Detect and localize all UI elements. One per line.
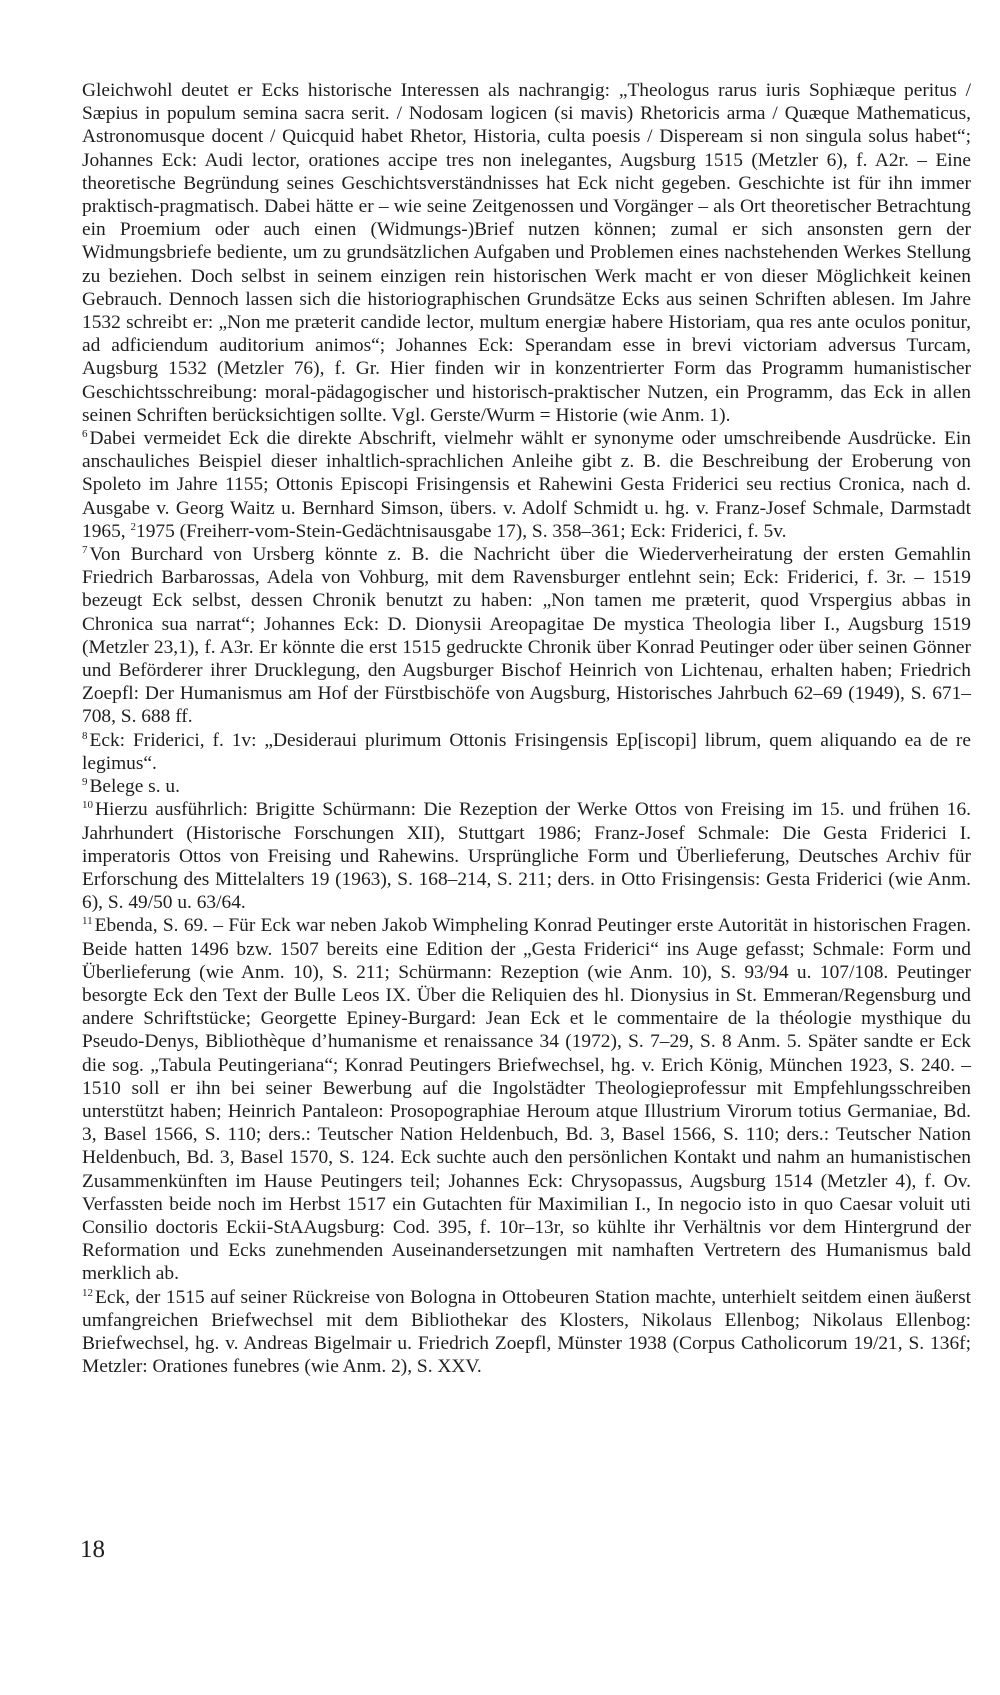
footnote-continuation bbox=[82, 79, 971, 427]
footnote-text: Belege s. u. bbox=[89, 776, 180, 798]
footnote-8 bbox=[82, 729, 971, 775]
footnote-12 bbox=[82, 1286, 971, 1379]
footnote-text: Hierzu ausführlich: Brigitte Schürmann: Die Rezeption der Werke Ottos von Freising im 15. und frühen 16. Jahrhundert (Historische Forschungen XII), Stuttgart 1986; Franz-Josef Schmale: Die Gesta Friderici I. imperatoris Ottos von Freising und Rahewins. Ursprüngliche Form und Überlieferung, Deutsches Archiv für Erforschung des Mittelalters 19 (1963), S. 168–214, S. 211; ders. in Otto Frisingensis: Gesta Friderici (wie Anm. 6), S. 49/50 u. 63/64. bbox=[82, 799, 971, 914]
footnote-text: Ebenda, S. 69. – Für Eck war neben Jakob Wimpheling Konrad Peutinger erste Autorität in historischen Fragen. Beide hatten 1496 bzw. 1507 bereits eine Edition der „Gesta Friderici“ ins Auge gefasst; Schmale: Form und Überlieferung (wie Anm. 10), S. 211; Schürmann: Rezeption (wie Anm. 10), S. 93/94 u. 107/108. Peutinger besorgte Eck den Text der Bulle Leos IX. Über die Reliquien des hl. Dionysius in St. Emmeran/Regensburg und andere Schriftstücke; Georgette Epiney-Burgard: Jean Eck et le commentaire de la théologie mysthique du Pseudo-Denys, Bibliothèque d’humanisme et renaissance 34 (1972), S. 7–29, S. 8 Anm. 5. Später sandte er Eck die sog. „Tabula Peutingeriana“; Konrad Peutingers Briefwechsel, hg. v. Erich König, München 1923, S. 240. – 1510 soll er ihn bei seiner Bewerbung auf die Ingolstädter Theologieprofessur mit Empfehlungsschreiben unterstützt haben; Heinrich Pantaleon: Prosopographiae Heroum atque Illustrium Virorum totius Germaniae, Bd. 3, Basel 1566, S. 110; ders.: Teutscher Nation Heldenbuch, Bd. 3, Basel 1566, S. 110; ders.: Teutscher Nation Heldenbuch, Bd. 3, Basel 1570, S. 124. Eck suchte auch den persönlichen Kontakt und nahm an humanistischen Zusammenkünften im Hause Peutingers teil; Johannes Eck: Chrysopassus, Augsburg 1514 (Metzler 4), f. Ov. Verfassten beide noch im Herbst 1517 ein Gutachten für Maximilian I., In negocio isto in quo Caesar voluit uti Consilio doctoris Eckii-StAAugsburg: Cod. 395, f. 10r–13r, so kühlte ihr Verhältnis vor dem Hintergrund der Reformation und Ecks zunehmenden Auseinandersetzungen mit namhaften Vertretern des Humanismus bald merklich ab. bbox=[82, 915, 971, 1285]
footnote-9 bbox=[82, 775, 971, 798]
footnote-number: 10 bbox=[82, 799, 93, 812]
footnote-10 bbox=[82, 798, 971, 914]
footnote-text: Eck: Friderici, f. 1v: „Desideraui plurimum Ottonis Frisingensis Ep[iscopi] librum, quem aliquando ea de re legimus“. bbox=[82, 729, 971, 774]
footnote-area bbox=[82, 79, 971, 1378]
footnote-6 bbox=[82, 427, 971, 543]
footnote-number: 6 bbox=[82, 428, 88, 441]
edition-superscript: 2 bbox=[130, 520, 136, 533]
footnote-number: 11 bbox=[82, 915, 93, 928]
footnote-7 bbox=[82, 543, 971, 729]
footnote-text-continued: 1975 (Freiherr-vom-Stein-Gedächtnisausgabe 17), S. 358–361; Eck: Friderici, f. 5v. bbox=[136, 520, 787, 542]
footnote-number: 8 bbox=[82, 729, 88, 742]
footnote-text: Gleichwohl deutet er Ecks historische Interessen als nachrangig: „Theologus rarus iuris Sophiæque peritus / Sæpius in populum semina sacra serit. / Nodosam logicen (si mavis) Rhetoricis arma / Quæque Mathematicus, Astronomusque docent / Quicquid habet Rhetor, Historia, culta poesis / Dispeream si non singula solus habet“; Johannes Eck: Audi lector, orationes accipe tres non inelegantes, Augsburg 1515 (Metzler 6), f. A2r. – Eine theoretische Begründung seines Geschichtsverständnisses hat Eck nicht gegeben. Geschichte ist für ihn immer praktisch-pragmatisch. Dabei hätte er – wie seine Zeitgenossen und Vorgänger – als Ort theoretischer Betrachtung ein Proemium oder auch einen (Widmungs-)Brief nutzen können; zumal er sich ansonsten gern der Widmungsbriefe bediente, um zu grundsätzlichen Aufgaben und Problemen eines nachstehenden Werkes Stellung zu beziehen. Doch selbst in seinem einzigen rein historischen Werk macht er von dieser Möglichkeit keinen Gebrauch. Dennoch lassen sich die historiographischen Grundsätze Ecks aus seinen Schriften ablesen. Im Jahre 1532 schreibt er: „Non me præterit candide lector, multum energiæ habere Historiam, qua res ante oculos ponitur, ad adficiendum auditorium animos“; Johannes Eck: Sperandam esse in brevi victoriam adversus Turcam, Augsburg 1532 (Metzler 76), f. Gr. Hier finden wir in konzentrierter Form das Programm humanistischer Geschichtsschreibung: moral-pädagogischer und historisch-praktischer Nutzen, ein Programm, das Eck in allen seinen Schriften berücksichtigen sollte. Vgl. Gerste/Wurm = Historie (wie Anm. 1). bbox=[82, 80, 971, 426]
footnote-number: 12 bbox=[82, 1286, 93, 1299]
footnote-text: Eck, der 1515 auf seiner Rückreise von Bologna in Ottobeuren Station machte, unterhielt seitdem einen äußerst umfangreichen Briefwechsel mit dem Bibliothekar des Klosters, Nikolaus Ellenbog; Nikolaus Ellenbog: Briefwechsel, hg. v. Andreas Bigelmair u. Friedrich Zoepfl, Münster 1938 (Corpus Catholicorum 19/21, S. 136f; Metzler: Orationes funebres (wie Anm. 2), S. XXV. bbox=[82, 1286, 971, 1378]
footnote-number: 9 bbox=[82, 776, 88, 789]
footnote-number: 7 bbox=[82, 544, 88, 557]
footnote-11 bbox=[82, 914, 971, 1285]
footnote-text: Dabei vermeidet Eck die direkte Abschrift, vielmehr wählt er synonyme oder umschreibende Ausdrücke. Ein anschauliches Beispiel dieser inhaltlich-sprachlichen Anleihe gibt z. B. die Beschreibung der Eroberung von Spoleto im Jahre 1155; Ottonis Episcopi Frisingensis et Rahewini Gesta Friderici seu rectius Cronica, nach d. Ausgabe v. Georg Waitz u. Bernhard Simson, übers. v. Adolf Schmidt u. hg. v. Franz-Josef Schmale, Darmstadt 1965, bbox=[82, 428, 971, 542]
page-number: 18 bbox=[80, 1536, 105, 1563]
footnote-text: Von Burchard von Ursberg könnte z. B. die Nachricht über die Wiederverheiratung der ersten Gemahlin Friedrich Barbarossas, Adela von Vohburg, mit dem Ravensburger entlehnt sein; Eck: Friderici, f. 3r. – 1519 bezeugt Eck selbst, dessen Chronik benutzt zu haben: „Non tamen me præterit, quod Vrspergius abbas in Chronica sua narrat“; Johannes Eck: D. Dionysii Areopagitae De mystica Theologia liber I., Augsburg 1519 (Metzler 23,1), f. A3r. Er könnte die erst 1515 gedruckte Chronik über Konrad Peutinger oder über seinen Gönner und Beförderer ihrer Drucklegung, den Augsburger Bischof Heinrich von Lichtenau, erhalten haben; Friedrich Zoepfl: Der Humanismus am Hof der Fürstbischöfe von Augsburg, Historisches Jahrbuch 62–69 (1949), S. 671–708, S. 688 ff. bbox=[82, 544, 971, 728]
